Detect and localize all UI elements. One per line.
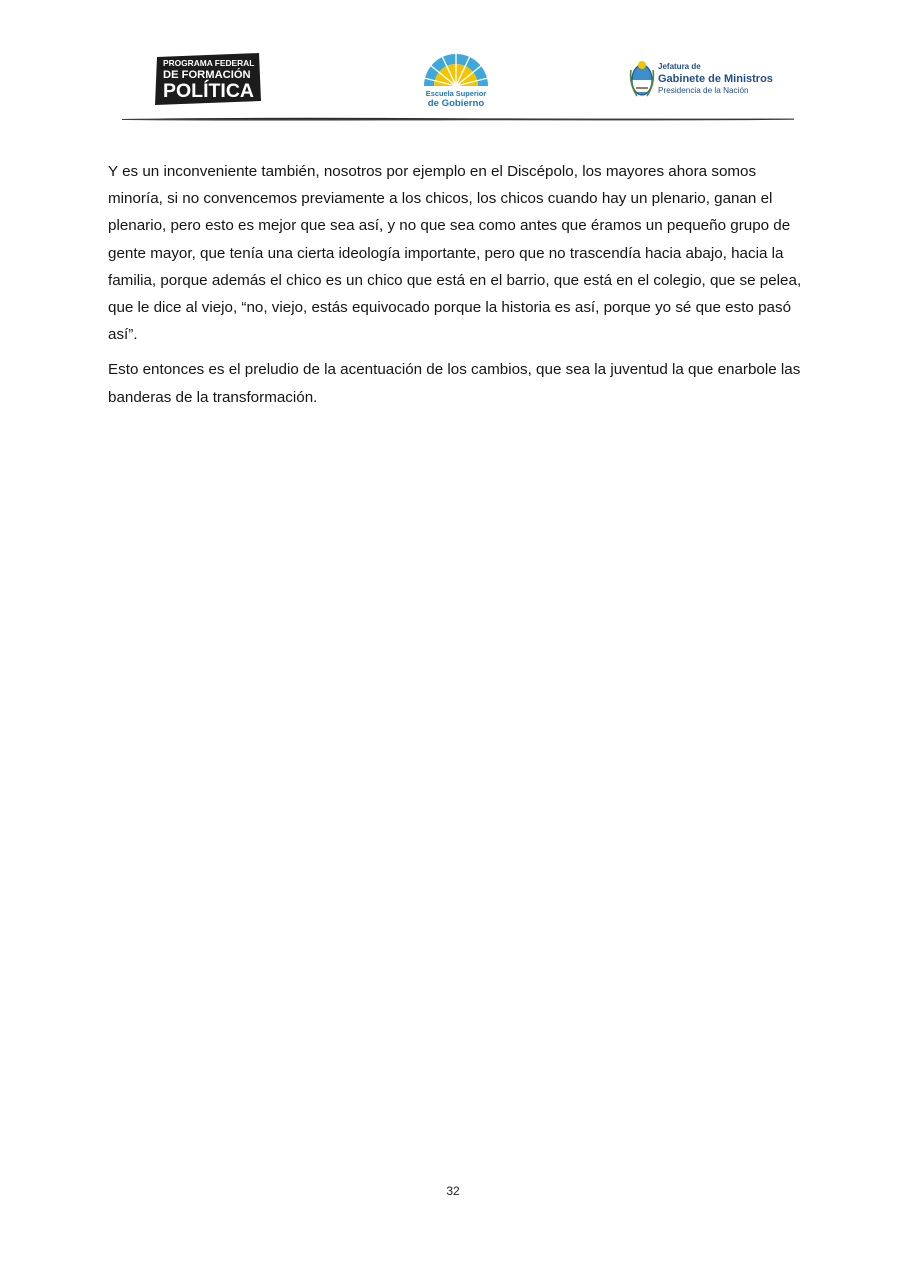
logo-left-line1: PROGRAMA FEDERAL (163, 58, 255, 68)
coat-of-arms-icon (631, 61, 654, 96)
sun-icon (424, 54, 488, 86)
logo-left-line3: POLÍTICA (163, 80, 254, 102)
logo-right-line1: Jefatura de (658, 62, 701, 71)
logo-center-line1: Escuela Superior (425, 89, 487, 98)
logo-left-line2: DE FORMACIÓN (163, 69, 251, 81)
logo-right-line2: Gabinete de Ministros (658, 73, 773, 85)
escuela-superior-logo (418, 50, 494, 110)
document-body (108, 158, 808, 419)
logo-right-line3: Presidencia de la Nación (658, 86, 749, 95)
programa-federal-logo (155, 53, 261, 105)
page-number: 32 (446, 1184, 460, 1198)
logo-center-line2: de Gobierno (427, 98, 485, 109)
paragraph-1: Y es un inconveniente también, nosotros por ejemplo en el Discépolo, los mayores ahora somos minoría, si no convencemos previamente a los chicos, los chicos cuando hay un plenario, ganan el plenario, pero esto es mejor que sea así, y no que sea como antes que éramos un pequeño grupo de gente mayor, que tenía una cierta ideología importante, pero que no trascendía hacia abajo, hacia la familia, porque además el chico es un chico que está en el barrio, que está en el colegio, que se pelea, que le dice al viejo, “no, viejo, estás equivocado porque la historia es así, porque yo sé que esto pasó así”. (108, 163, 802, 344)
header-divider (122, 116, 794, 122)
page-header (0, 0, 906, 130)
jefatura-gabinete-logo (628, 58, 778, 102)
paragraph-2: Esto entonces es el preludio de la acentuación de los cambios, que sea la juventud la que enarbole las banderas de la transformación. (108, 361, 801, 406)
